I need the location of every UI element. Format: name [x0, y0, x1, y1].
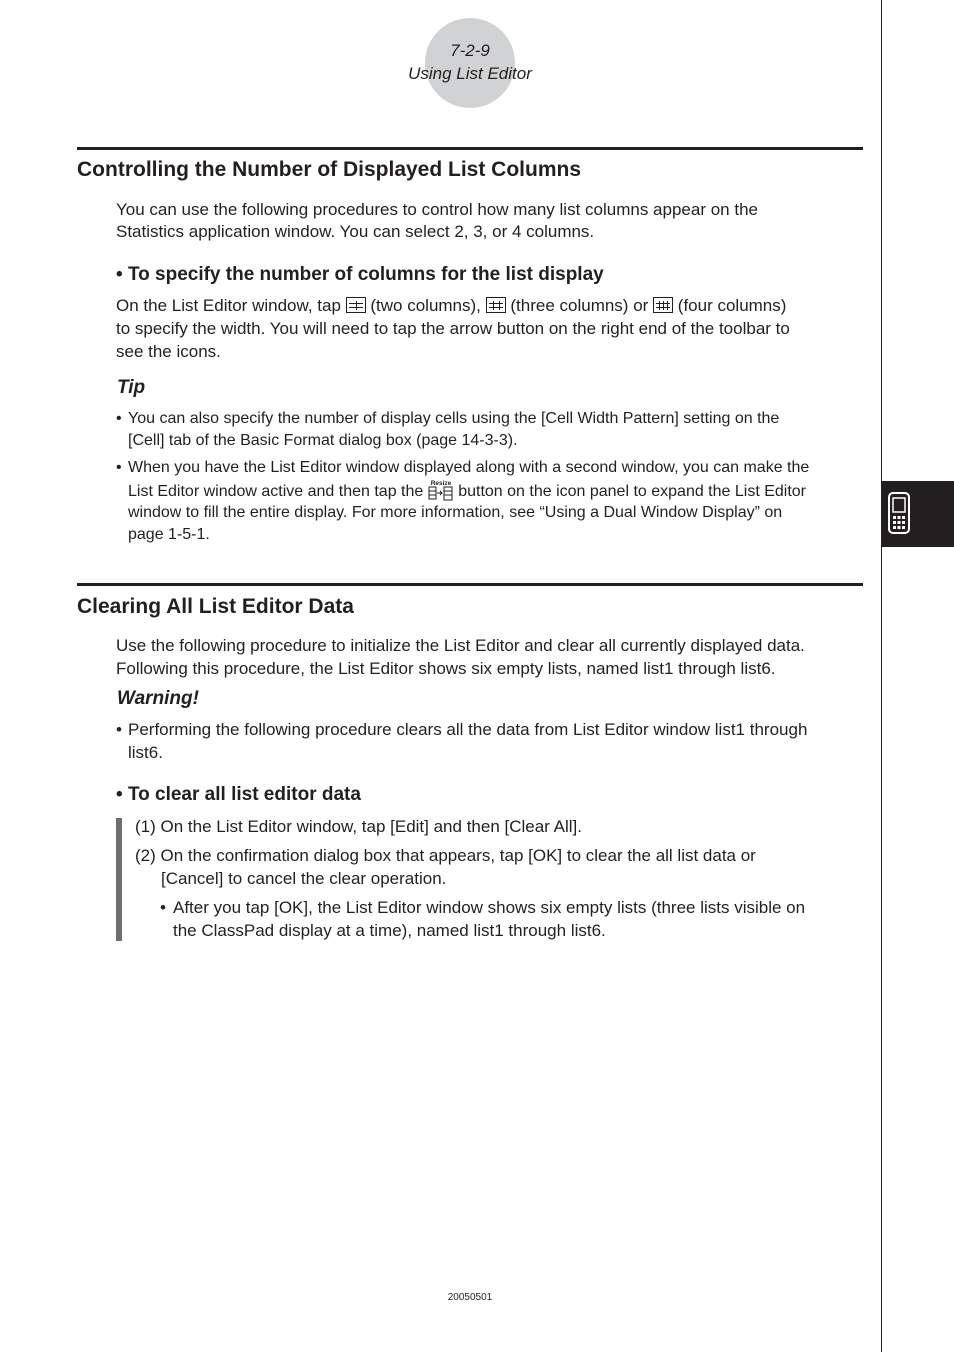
section-rule [77, 583, 863, 586]
intro-line: Statistics application window. You can select 2, 3, or 4 columns. [116, 222, 595, 241]
page-number: 7-2-9 [450, 41, 490, 60]
intro-line: Use the following procedure to initialize the List Editor and clear all currently displayed data. [116, 636, 805, 655]
tip-item: • You can also specify the number of display cells using the [Cell Width Pattern] setting on the [Cell] tab of the Basic Format dialog box (page 14-3-3). [116, 410, 780, 449]
warning-label: Warning! [117, 688, 199, 709]
section-title: Clearing All List Editor Data [77, 595, 354, 618]
classpad-icon [885, 491, 913, 535]
bullet: • [116, 410, 122, 427]
warning-item: • Performing the following procedure clears all the data from List Editor window list1 through list6. [116, 720, 808, 762]
intro-line: Following this procedure, the List Editor shows six empty lists, named list1 through list6. [116, 659, 776, 678]
tip-label: Tip [117, 377, 146, 398]
step-item: (1) On the List Editor window, tap [Edit] and then [Clear All]. [135, 817, 582, 836]
bullet: • [160, 898, 166, 917]
procedure-title: • To clear all list editor data [116, 784, 361, 805]
intro-line: You can use the following procedures to control how many list columns appear on the [116, 200, 758, 219]
body-line: see the icons. [116, 342, 221, 361]
step-item-continued: [Cancel] to cancel the clear operation. [161, 869, 447, 888]
step-item: (2) On the confirmation dialog box that appears, tap [OK] to clear the all list data or [135, 846, 756, 865]
chapter-tab [882, 481, 954, 547]
section-rule [77, 147, 863, 150]
footer-code: 20050501 [447, 1292, 493, 1303]
tip-item: • When you have the List Editor window displayed along with a second window, you can make the List Editor window active and then tap the Resize button on the icon panel to expand the List Editor window to fill the entire display. For more information, see “Using a Dual Window Display” on page 1-5-1. [116, 459, 810, 543]
body-line: On the List Editor window, tap (two columns), (three columns) or (four columns) [116, 296, 787, 315]
header-circle [425, 18, 515, 108]
procedure-title: • To specify the number of columns for the list display [116, 264, 604, 285]
bullet: • [116, 459, 122, 476]
note-item: • After you tap [OK], the List Editor window shows six empty lists (three lists visible on the ClassPad display at a time), named list1 through list6. [160, 898, 806, 940]
resize-icon[interactable] [428, 479, 454, 501]
bullet: • [116, 784, 123, 805]
two-columns-icon[interactable] [346, 297, 366, 313]
body-line: to specify the width. You will need to tap the arrow button on the right end of the toolbar to [116, 319, 790, 338]
procedure-bar [116, 818, 122, 941]
bullet: • [116, 720, 122, 739]
bullet: • [116, 264, 123, 285]
section-title: Controlling the Number of Displayed List Columns [77, 158, 582, 181]
four-columns-icon[interactable] [653, 297, 673, 313]
chapter-title: Using List Editor [408, 64, 532, 83]
three-columns-icon[interactable] [486, 297, 506, 313]
svg-text:Resize: Resize [430, 479, 452, 487]
page-edge-line [881, 0, 882, 1352]
